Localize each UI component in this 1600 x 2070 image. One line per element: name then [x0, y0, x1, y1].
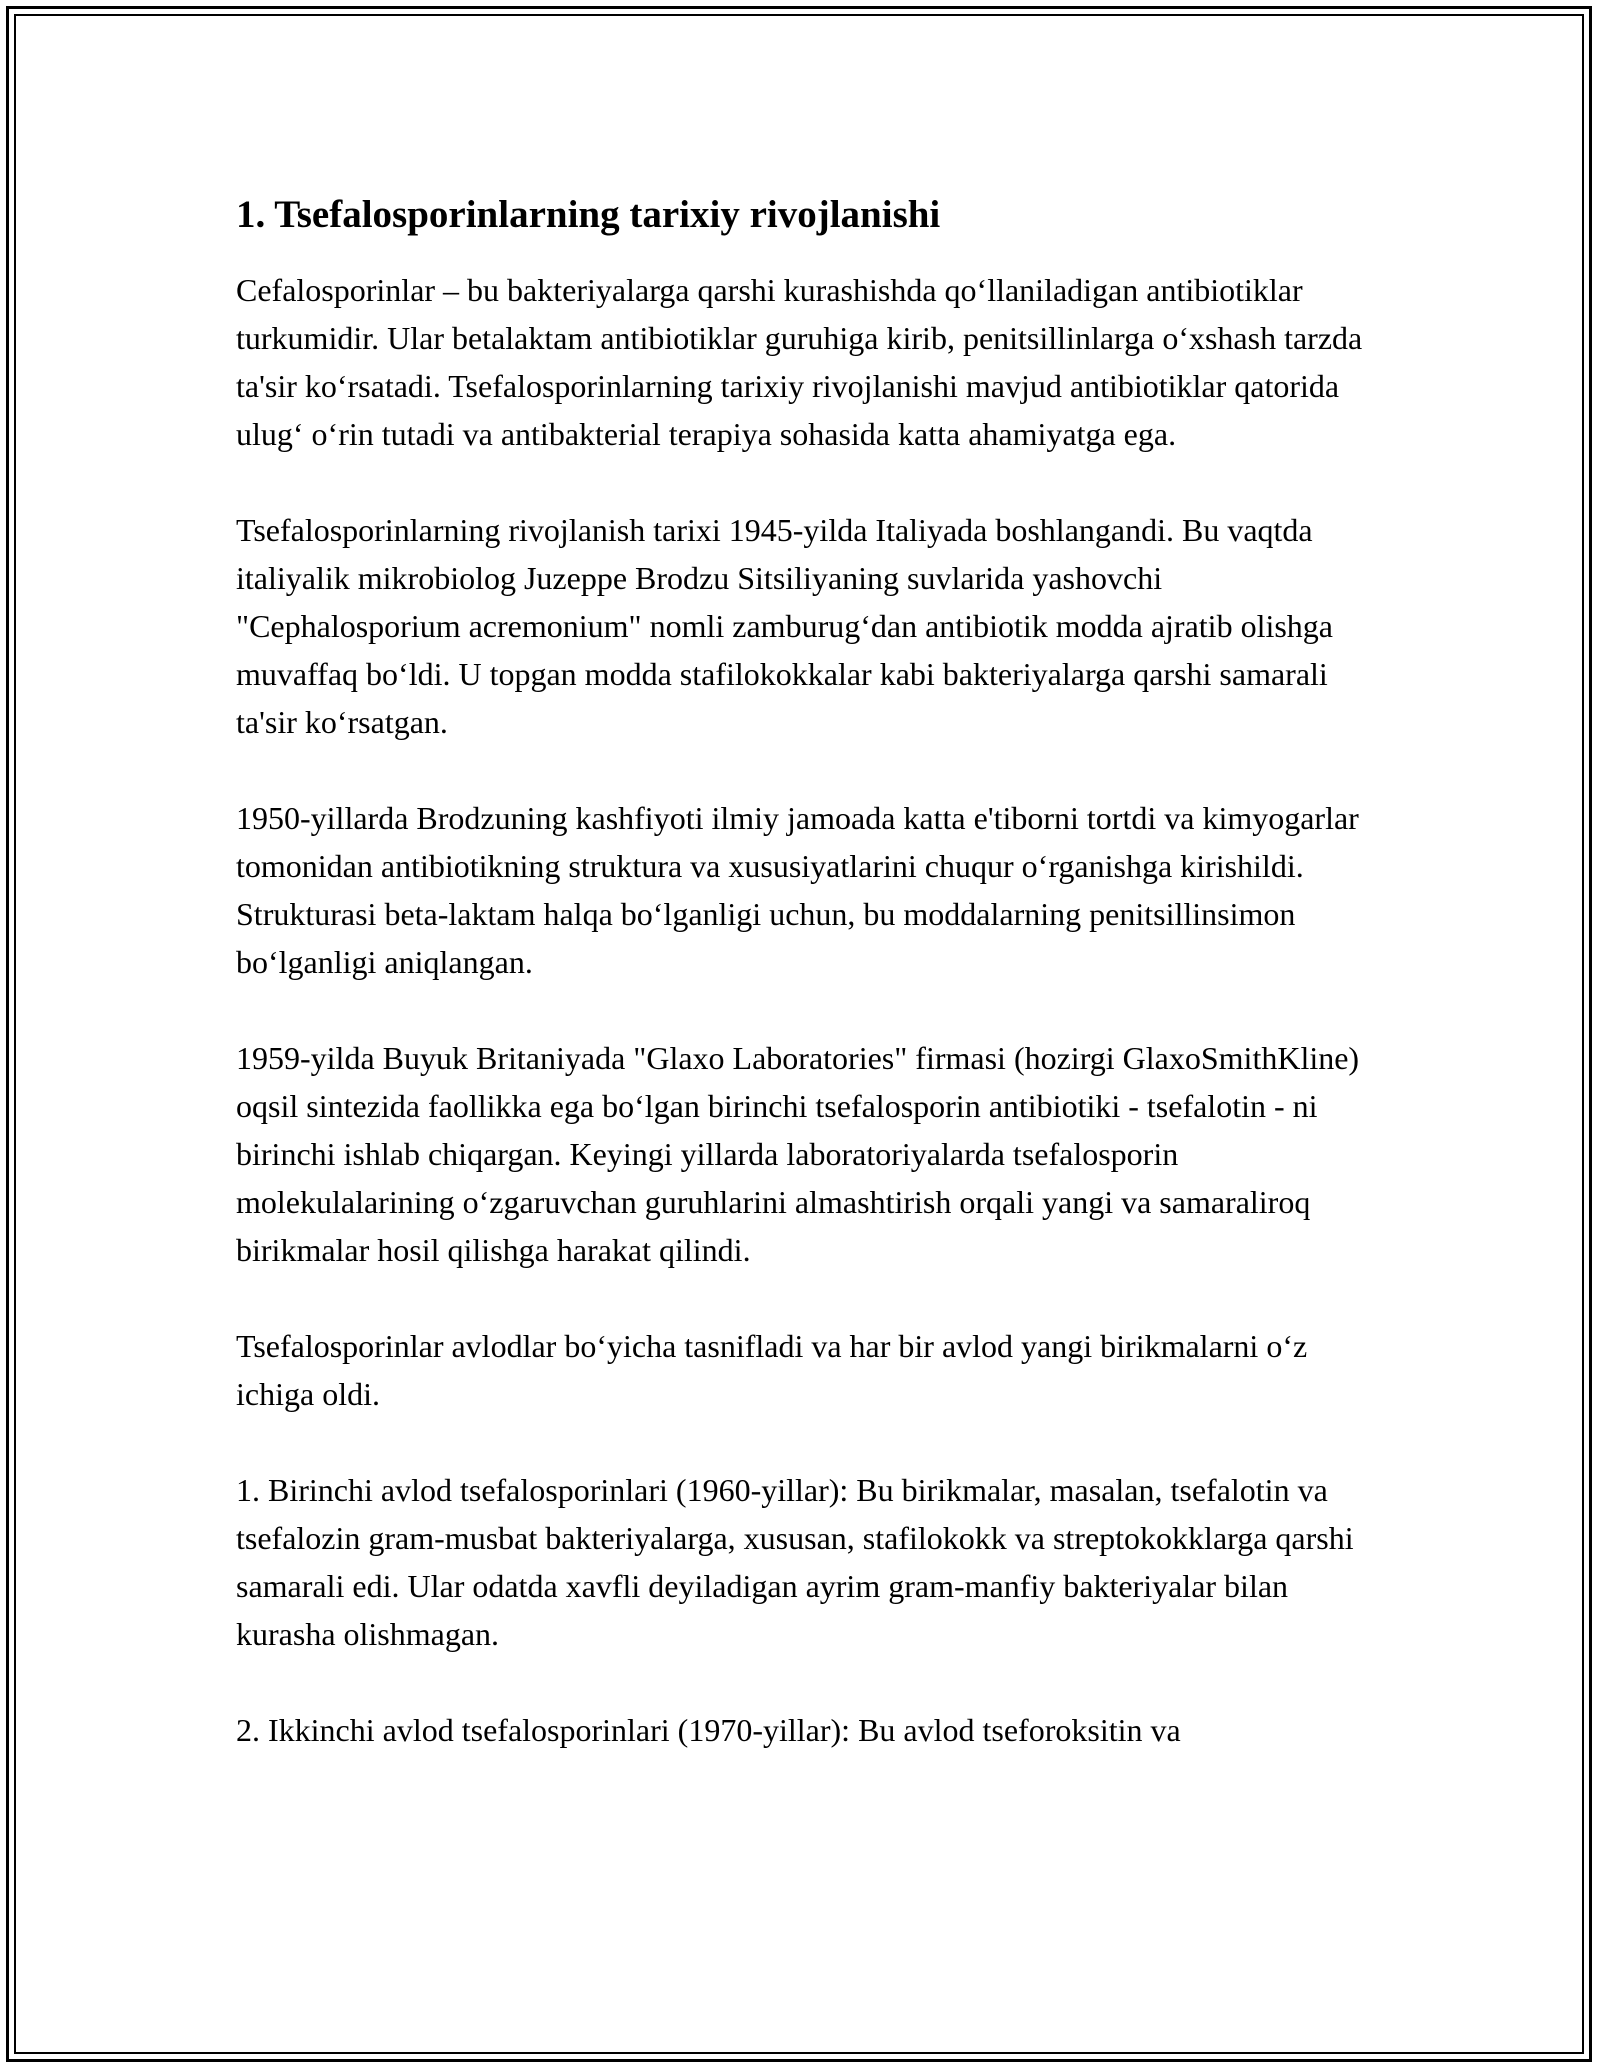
- document-body: [236, 186, 1366, 1802]
- paragraph-second-generation: 2. Ikkinchi avlod tsefalosporinlari (1970-yillar): Bu avlod tseforoksitin va: [236, 1712, 1181, 1748]
- section-heading: 1. Tsefalosporinlarning tarixiy rivojlanishi: [236, 193, 941, 236]
- paragraph-1959-glaxo: 1959-yilda Buyuk Britaniyada "Glaxo Laboratories" firmasi (hozirgi GlaxoSmithKline) oqsil sintezida faollikka ega bo‘lgan birinchi tsefalosporin antibiotiki - tsefalotin - ni birinchi ishlab chiqargan. Keyingi yillarda laboratoriyalarda tsefalosporin molekulalarining o‘zgaruvchan guruhlarini almashtirish orqali yangi va samaraliroq birikmalar hosil qilishga harakat qilindi.: [236, 1040, 1360, 1268]
- paragraph-first-generation: 1. Birinchi avlod tsefalosporinlari (1960-yillar): Bu birikmalar, masalan, tsefalotin va tsefalozin gram-musbat bakteriyalarga, xususan, stafilokokk va streptokokklarga qarshi samarali edi. Ular odatda xavfli deyiladigan ayrim gram-manfiy bakteriyalar bilan kurasha olishmagan.: [236, 1472, 1354, 1652]
- paragraph-generations: Tsefalosporinlar avlodlar bo‘yicha tasnifladi va har bir avlod yangi birikmalarni o‘z ichiga oldi.: [236, 1328, 1308, 1412]
- paragraph-1950s: 1950-yillarda Brodzuning kashfiyoti ilmiy jamoada katta e'tiborni tortdi va kimyogarlar tomonidan antibiotikning struktura va xususiyatlarini chuqur o‘rganishga kirishildi. Strukturasi beta-laktam halqa bo‘lganligi uchun, bu moddalarning penitsillinsimon bo‘lganligi aniqlangan.: [236, 800, 1359, 980]
- paragraph-1945-history: Tsefalosporinlarning rivojlanish tarixi 1945-yilda Italiyada boshlangandi. Bu vaqtda italiyalik mikrobiolog Juzeppe Brodzu Sitsiliyaning suvlarida yashovchi "Cephalosporium acremonium" nomli zamburug‘dan antibiotik modda ajratib olishga muvaffaq bo‘ldi. U topgan modda stafilokokkalar kabi bakteriyalarga qarshi samarali ta'sir ko‘rsatgan.: [236, 512, 1333, 740]
- paragraph-intro: Cefalosporinlar – bu bakteriyalarga qarshi kurashishda qo‘llaniladigan antibiotiklar turkumidir. Ular betalaktam antibiotiklar guruhiga kirib, penitsillinlarga o‘xshash tarzda ta'sir ko‘rsatadi. Tsefalosporinlarning tarixiy rivojlanishi mavjud antibiotiklar qatorida ulug‘ o‘rin tutadi va antibakterial terapiya sohasida katta ahamiyatga ega.: [236, 272, 1363, 452]
